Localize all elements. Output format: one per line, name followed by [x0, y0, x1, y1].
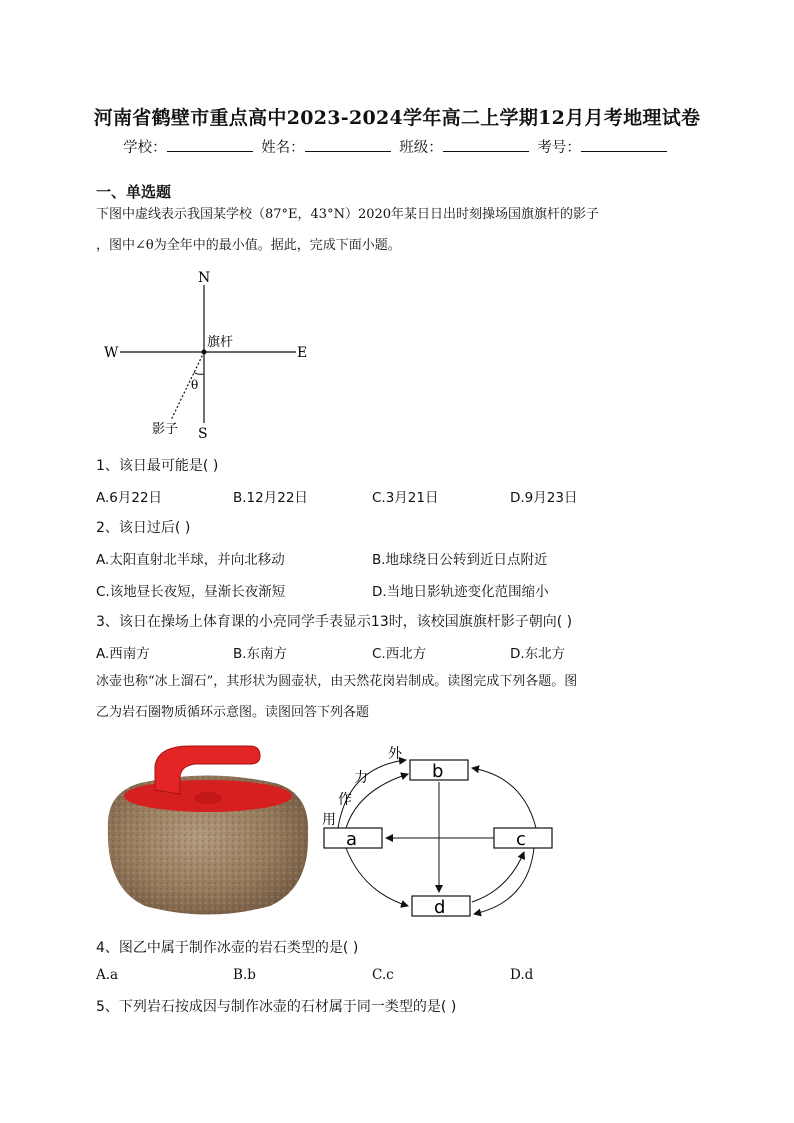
- school-blank: [167, 137, 253, 152]
- theta-arc: [194, 372, 204, 374]
- flagpole-label: 旗杆: [207, 335, 234, 350]
- question-1-option-a[interactable]: A.6月22日: [96, 490, 163, 506]
- intro-1-line-1: 下图中虚线表示我国某学校（87°E，43°N）2020年某日日出时刻操场国旗旗杆的影子: [96, 207, 600, 222]
- label-b: b: [432, 761, 444, 782]
- question-2-option-b[interactable]: B.地球绕日公转到近日点附近: [372, 552, 548, 568]
- class-blank: [443, 137, 529, 152]
- label-c: c: [516, 829, 526, 850]
- page-title: 河南省鹤壁市重点高中2023-2024学年高二上学期12月月考地理试卷: [93, 107, 701, 129]
- intro-2: [96, 666, 706, 728]
- label-yong: 用: [322, 812, 336, 828]
- question-3-option-a[interactable]: A.西南方: [96, 646, 150, 662]
- north-label: N: [198, 270, 211, 286]
- arrow-a-to-d: [346, 848, 408, 906]
- intro-2-line-1: 冰壶也称“冰上溜石”，其形状为圆壶状，由天然花岗岩制成。读图完成下列各题。图: [96, 674, 578, 689]
- arrow-d-to-c: [472, 852, 524, 902]
- intro-1-line-2: ，图中∠θ为全年中的最小值。据此，完成下面小题。: [96, 238, 401, 253]
- question-4-option-c[interactable]: C.c: [372, 967, 394, 983]
- question-4-option-a[interactable]: A.a: [96, 967, 119, 983]
- shadow-label: 影子: [152, 422, 179, 437]
- question-1-option-d[interactable]: D.9月23日: [510, 490, 578, 506]
- class-label: 班级：: [399, 140, 443, 156]
- name-blank: [305, 137, 391, 152]
- south-label: S: [198, 426, 208, 442]
- school-label: 学校：: [123, 140, 167, 156]
- question-5-stem: 5、下列岩石按成因与制作冰壶的石材属于同一类型的是( ): [96, 999, 457, 1015]
- west-label: W: [104, 345, 119, 361]
- question-1-stem: 1、该日最可能是( ): [96, 458, 219, 474]
- question-3-option-c[interactable]: C.西北方: [372, 646, 427, 662]
- question-3-stem: 3、该日在操场上体育课的小亮同学手表显示13时，该校国旗旗杆影子朝向( ): [96, 614, 573, 630]
- question-1-option-b[interactable]: B.12月22日: [233, 490, 308, 506]
- question-2-option-d[interactable]: D.当地日影轨迹变化范围缩小: [372, 584, 549, 600]
- question-3-option-d[interactable]: D.东北方: [510, 646, 566, 662]
- question-3-option-b[interactable]: B.东南方: [233, 646, 288, 662]
- shadow-line: [171, 352, 204, 420]
- question-2-stem: 2、该日过后( ): [96, 520, 191, 536]
- exam-no-label: 考号：: [537, 140, 581, 156]
- question-2-option-c[interactable]: C.该地昼长夜短，昼渐长夜渐短: [96, 584, 286, 600]
- question-4-option-d[interactable]: D.d: [510, 967, 534, 983]
- intro-1: [96, 199, 706, 261]
- curling-stone-image: [100, 738, 315, 923]
- student-info-line: [0, 136, 794, 157]
- flagpole-point: [202, 350, 207, 355]
- handle-base: [194, 792, 222, 804]
- arrow-c-to-b: [472, 768, 536, 828]
- theta-label: θ: [191, 378, 199, 392]
- section-heading: 一、单选题: [96, 183, 172, 201]
- question-1-option-c[interactable]: C.3月21日: [372, 490, 439, 506]
- exam-no-blank: [581, 137, 667, 152]
- label-d: d: [434, 897, 446, 918]
- flagpole-shadow-diagram: [96, 265, 326, 445]
- label-zuo: 作: [338, 792, 352, 808]
- question-4-option-b[interactable]: B.b: [233, 967, 256, 983]
- east-label: E: [297, 345, 308, 361]
- name-label: 姓名：: [261, 140, 305, 156]
- label-wai: 外: [388, 746, 402, 762]
- question-2-option-a[interactable]: A.太阳直射北半球，并向北移动: [96, 552, 285, 568]
- question-4-stem: 4、图乙中属于制作冰壶的岩石类型的是( ): [96, 940, 359, 956]
- label-li: 力: [354, 770, 368, 786]
- rock-cycle-diagram: [318, 742, 563, 922]
- arrow-c-to-d: [474, 848, 534, 914]
- intro-2-line-2: 乙为岩石圈物质循环示意图。读图回答下列各题: [96, 705, 370, 720]
- label-a: a: [346, 829, 358, 850]
